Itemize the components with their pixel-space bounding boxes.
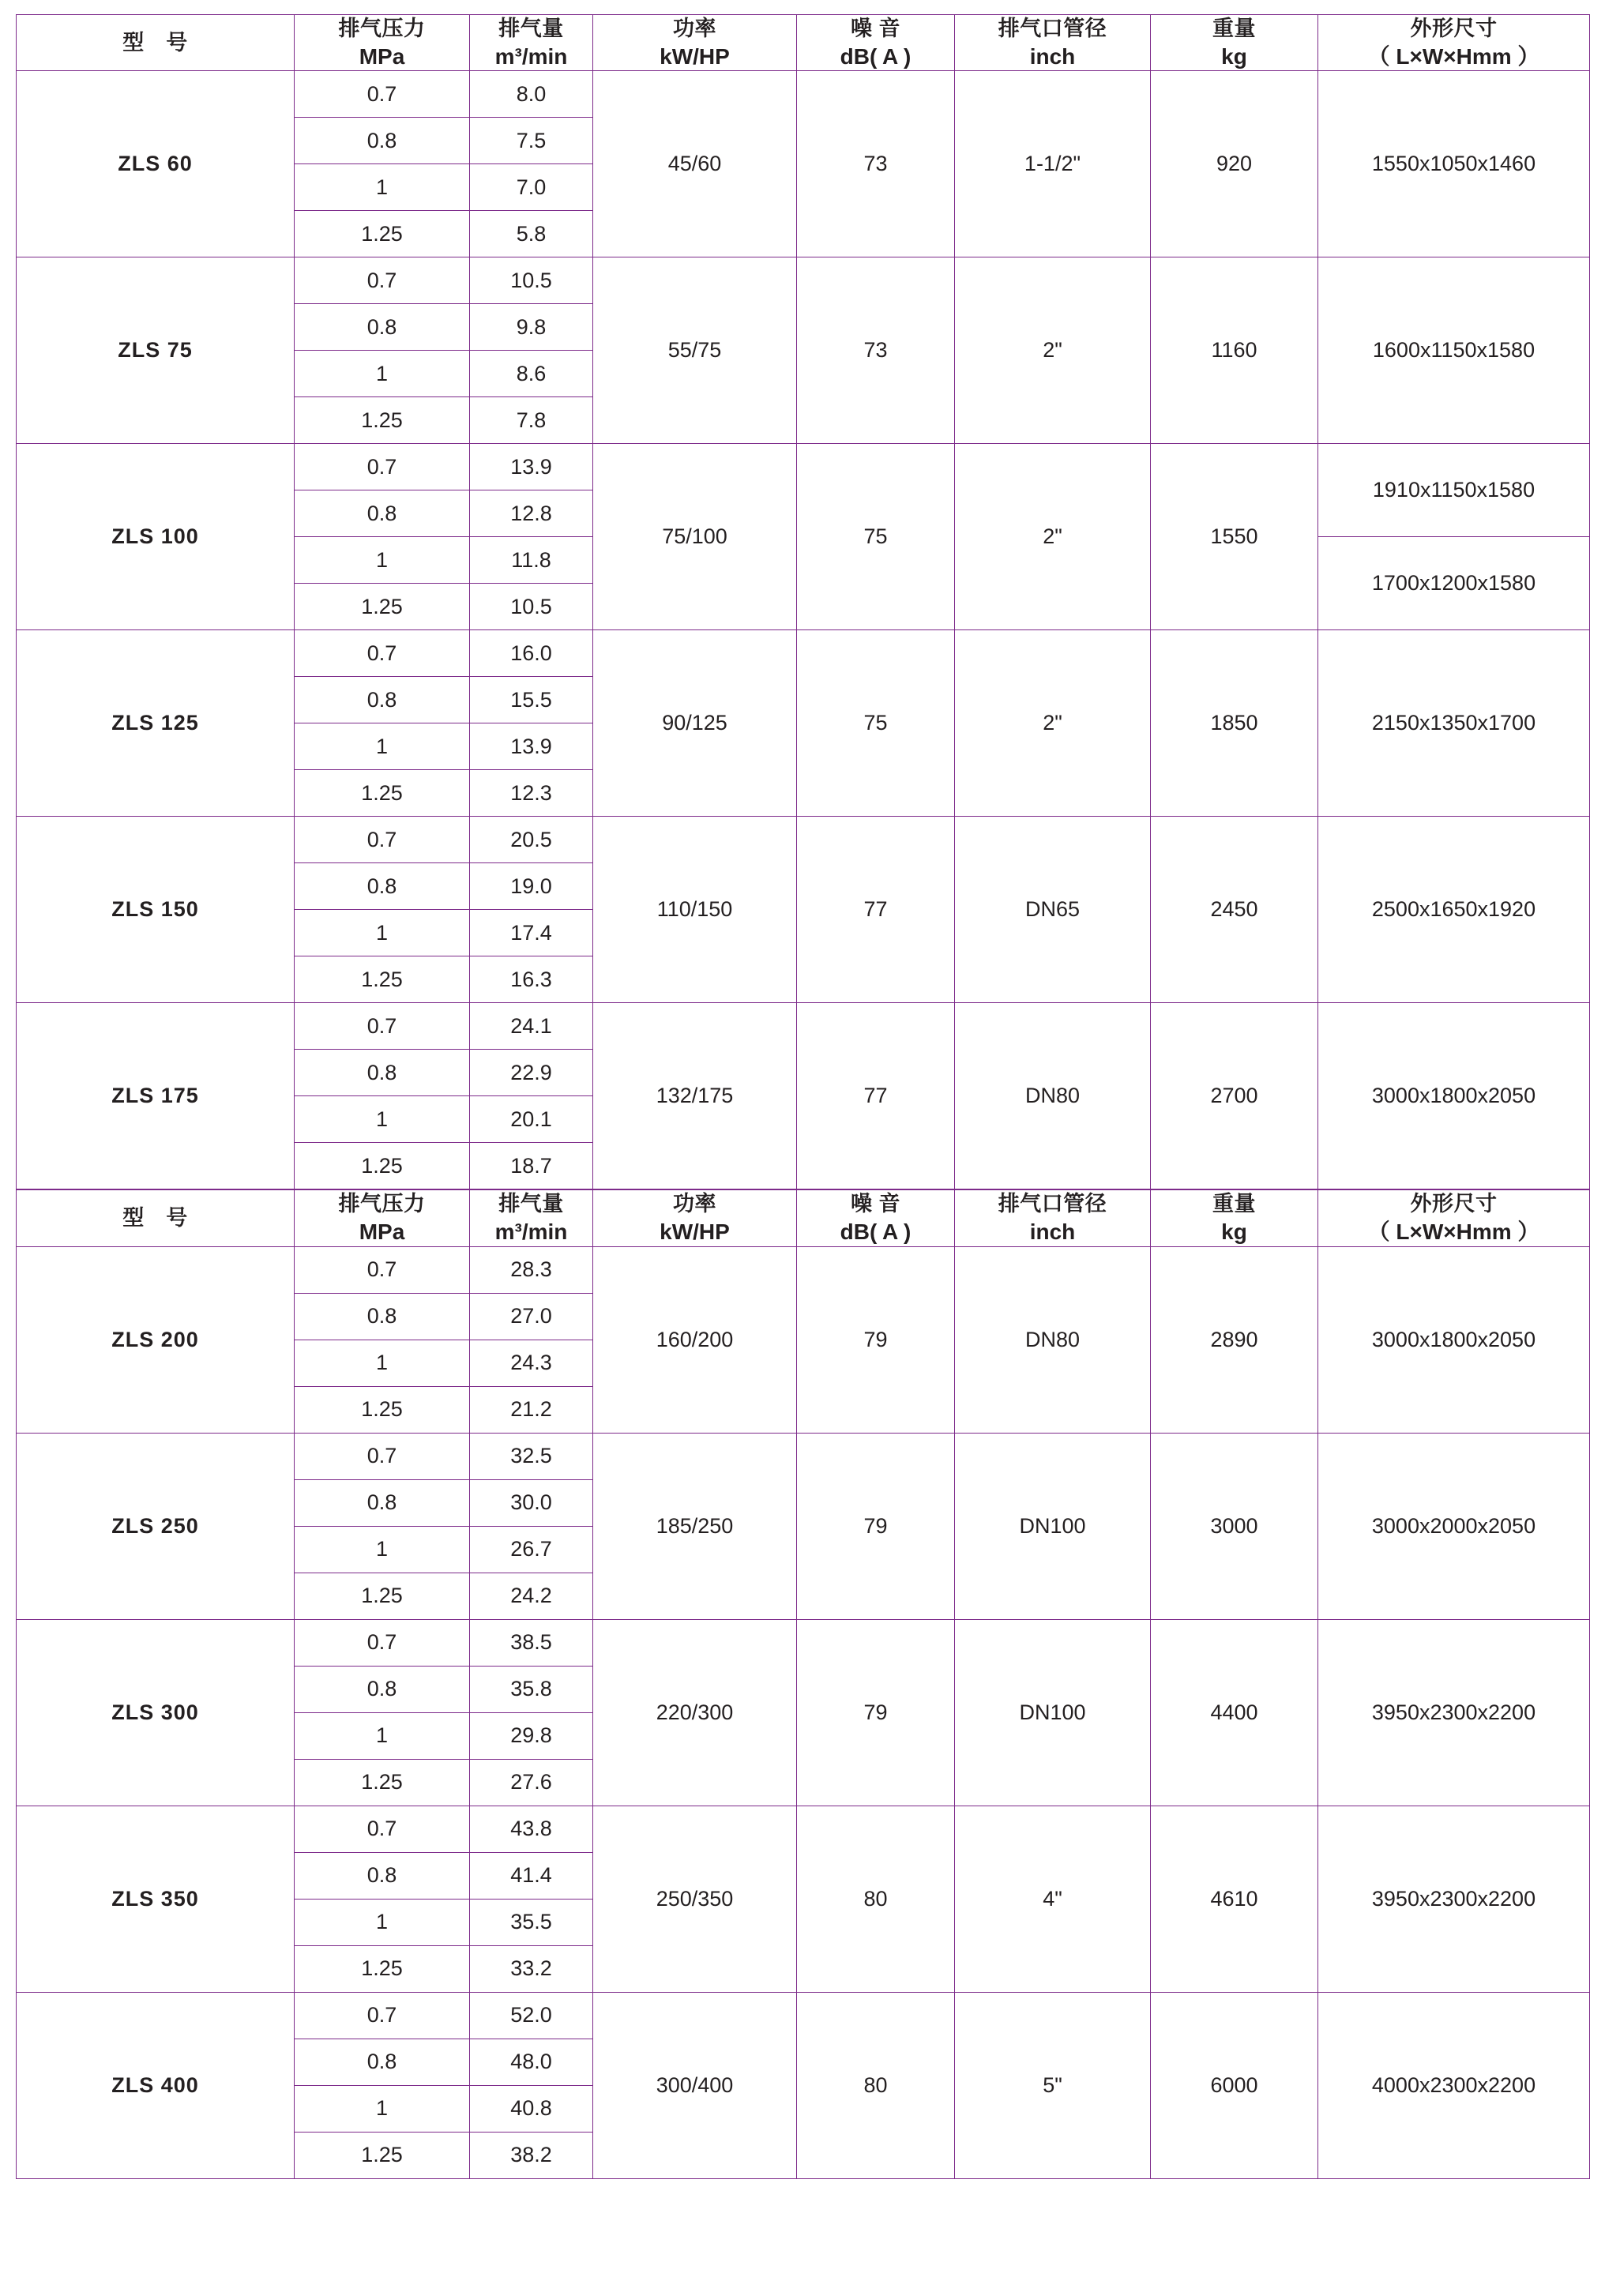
column-header-main: 外形尺寸 xyxy=(1410,17,1498,40)
table-header-row xyxy=(17,15,1590,71)
flow-cell: 12.8 xyxy=(470,490,593,537)
column-header-sub: （ L×W×Hmm ） xyxy=(1367,1219,1540,1244)
model-cell: ZLS 400 xyxy=(17,1992,295,2178)
column-header-sub: MPa xyxy=(359,43,405,69)
flow-cell: 5.8 xyxy=(470,211,593,257)
pressure-cell: 0.7 xyxy=(295,257,470,304)
dimensions-cell: 1550x1050x1460 xyxy=(1318,71,1590,257)
port-diameter-cell: 1-1/2" xyxy=(955,71,1151,257)
port-diameter-cell: DN80 xyxy=(955,1246,1151,1433)
column-header-main: 型 号 xyxy=(122,30,188,54)
flow-cell: 33.2 xyxy=(470,1945,593,1992)
column-header-main: 排气量 xyxy=(498,1192,564,1216)
dimensions-cell: 3000x1800x2050 xyxy=(1318,1003,1590,1189)
dimensions-cell: 3000x2000x2050 xyxy=(1318,1433,1590,1619)
column-header xyxy=(593,15,797,71)
table-row xyxy=(17,71,1590,118)
flow-cell: 52.0 xyxy=(470,1992,593,2039)
column-header-sub: kg xyxy=(1221,43,1247,69)
flow-cell: 22.9 xyxy=(470,1050,593,1096)
power-cell: 160/200 xyxy=(593,1246,797,1433)
pressure-cell: 0.8 xyxy=(295,1479,470,1526)
column-header xyxy=(17,15,295,71)
spec-table xyxy=(16,1189,1590,2178)
pressure-cell: 0.7 xyxy=(295,1806,470,1852)
noise-cell: 73 xyxy=(797,257,955,444)
port-diameter-cell: 5" xyxy=(955,1992,1151,2178)
column-header xyxy=(470,15,593,71)
noise-cell: 73 xyxy=(797,71,955,257)
flow-cell: 26.7 xyxy=(470,1526,593,1573)
dimensions-cell: 2500x1650x1920 xyxy=(1318,817,1590,1003)
pressure-cell: 1 xyxy=(295,723,470,770)
pressure-cell: 1.25 xyxy=(295,211,470,257)
dimensions-cell: 3950x2300x2200 xyxy=(1318,1806,1590,1992)
column-header xyxy=(1151,1190,1318,1246)
flow-cell: 7.0 xyxy=(470,164,593,211)
port-diameter-cell: 2" xyxy=(955,630,1151,817)
column-header-sub: dB( A ) xyxy=(840,43,912,69)
weight-cell: 1160 xyxy=(1151,257,1318,444)
flow-cell: 27.0 xyxy=(470,1293,593,1340)
flow-cell: 35.5 xyxy=(470,1899,593,1945)
column-header-main: 排气量 xyxy=(498,17,564,40)
dimensions-cell: 1910x1150x1580 xyxy=(1318,444,1590,537)
column-header xyxy=(295,1190,470,1246)
flow-cell: 15.5 xyxy=(470,677,593,723)
model-cell: ZLS 150 xyxy=(17,817,295,1003)
flow-cell: 29.8 xyxy=(470,1712,593,1759)
pressure-cell: 0.8 xyxy=(295,490,470,537)
column-header xyxy=(1318,1190,1590,1246)
flow-cell: 10.5 xyxy=(470,257,593,304)
flow-cell: 8.6 xyxy=(470,351,593,397)
column-header-main: 重量 xyxy=(1212,17,1256,40)
noise-cell: 75 xyxy=(797,630,955,817)
flow-cell: 32.5 xyxy=(470,1433,593,1479)
model-cell: ZLS 100 xyxy=(17,444,295,630)
column-header xyxy=(797,1190,955,1246)
flow-cell: 24.3 xyxy=(470,1340,593,1386)
flow-cell: 35.8 xyxy=(470,1666,593,1712)
spec-table xyxy=(16,14,1590,1189)
pressure-cell: 1.25 xyxy=(295,397,470,444)
flow-cell: 17.4 xyxy=(470,910,593,956)
pressure-cell: 1 xyxy=(295,910,470,956)
pressure-cell: 1.25 xyxy=(295,1945,470,1992)
pressure-cell: 0.7 xyxy=(295,1246,470,1293)
port-diameter-cell: 2" xyxy=(955,444,1151,630)
column-header-sub: dB( A ) xyxy=(840,1219,912,1244)
table-row xyxy=(17,257,1590,304)
pressure-cell: 0.8 xyxy=(295,1666,470,1712)
power-cell: 185/250 xyxy=(593,1433,797,1619)
column-header xyxy=(295,15,470,71)
flow-cell: 20.5 xyxy=(470,817,593,863)
power-cell: 55/75 xyxy=(593,257,797,444)
dimensions-cell: 1700x1200x1580 xyxy=(1318,537,1590,630)
column-header xyxy=(17,1190,295,1246)
pressure-cell: 1 xyxy=(295,351,470,397)
flow-cell: 41.4 xyxy=(470,1852,593,1899)
weight-cell: 1850 xyxy=(1151,630,1318,817)
column-header-sub: m³/min xyxy=(494,1219,568,1244)
flow-cell: 38.2 xyxy=(470,2132,593,2178)
pressure-cell: 1.25 xyxy=(295,1759,470,1806)
pressure-cell: 1 xyxy=(295,1096,470,1143)
weight-cell: 920 xyxy=(1151,71,1318,257)
column-header-main: 噪 音 xyxy=(850,17,900,40)
pressure-cell: 0.8 xyxy=(295,2039,470,2085)
flow-cell: 19.0 xyxy=(470,863,593,910)
column-header xyxy=(470,1190,593,1246)
flow-cell: 9.8 xyxy=(470,304,593,351)
flow-cell: 24.2 xyxy=(470,1573,593,1619)
power-cell: 45/60 xyxy=(593,71,797,257)
power-cell: 220/300 xyxy=(593,1619,797,1806)
flow-cell: 16.3 xyxy=(470,956,593,1003)
model-cell: ZLS 300 xyxy=(17,1619,295,1806)
column-header-sub: MPa xyxy=(359,1219,405,1244)
pressure-cell: 0.7 xyxy=(295,1003,470,1050)
port-diameter-cell: 2" xyxy=(955,257,1151,444)
column-header-main: 排气压力 xyxy=(338,1192,426,1216)
port-diameter-cell: DN65 xyxy=(955,817,1151,1003)
pressure-cell: 1.25 xyxy=(295,1386,470,1433)
flow-cell: 12.3 xyxy=(470,770,593,817)
port-diameter-cell: DN80 xyxy=(955,1003,1151,1189)
pressure-cell: 1 xyxy=(295,537,470,584)
pressure-cell: 0.7 xyxy=(295,817,470,863)
table-row xyxy=(17,817,1590,863)
column-header-sub: m³/min xyxy=(494,43,568,69)
port-diameter-cell: 4" xyxy=(955,1806,1151,1992)
weight-cell: 6000 xyxy=(1151,1992,1318,2178)
noise-cell: 79 xyxy=(797,1619,955,1806)
table-header-row xyxy=(17,1190,1590,1246)
power-cell: 300/400 xyxy=(593,1992,797,2178)
pressure-cell: 0.7 xyxy=(295,1619,470,1666)
power-cell: 110/150 xyxy=(593,817,797,1003)
column-header-sub: inch xyxy=(1029,1219,1076,1244)
weight-cell: 4400 xyxy=(1151,1619,1318,1806)
column-header-main: 排气压力 xyxy=(338,17,426,40)
noise-cell: 77 xyxy=(797,817,955,1003)
column-header-main: 外形尺寸 xyxy=(1410,1192,1498,1216)
column-header-sub: （ L×W×Hmm ） xyxy=(1367,43,1540,69)
table-row xyxy=(17,1003,1590,1050)
model-cell: ZLS 125 xyxy=(17,630,295,817)
pressure-cell: 0.7 xyxy=(295,71,470,118)
flow-cell: 13.9 xyxy=(470,723,593,770)
flow-cell: 28.3 xyxy=(470,1246,593,1293)
column-header xyxy=(955,1190,1151,1246)
dimensions-cell: 1600x1150x1580 xyxy=(1318,257,1590,444)
noise-cell: 80 xyxy=(797,1806,955,1992)
column-header xyxy=(797,15,955,71)
column-header xyxy=(593,1190,797,1246)
flow-cell: 40.8 xyxy=(470,2085,593,2132)
pressure-cell: 0.8 xyxy=(295,304,470,351)
port-diameter-cell: DN100 xyxy=(955,1619,1151,1806)
pressure-cell: 0.7 xyxy=(295,444,470,490)
pressure-cell: 1.25 xyxy=(295,584,470,630)
flow-cell: 11.8 xyxy=(470,537,593,584)
pressure-cell: 1 xyxy=(295,164,470,211)
flow-cell: 16.0 xyxy=(470,630,593,677)
dimensions-cell: 3950x2300x2200 xyxy=(1318,1619,1590,1806)
flow-cell: 27.6 xyxy=(470,1759,593,1806)
noise-cell: 77 xyxy=(797,1003,955,1189)
column-header-main: 型 号 xyxy=(122,1206,188,1231)
spec-tables-container xyxy=(16,14,1589,2179)
pressure-cell: 1.25 xyxy=(295,1573,470,1619)
pressure-cell: 1.25 xyxy=(295,1143,470,1189)
pressure-cell: 0.8 xyxy=(295,1293,470,1340)
pressure-cell: 0.7 xyxy=(295,1992,470,2039)
column-header-main: 排气口管径 xyxy=(998,17,1107,40)
flow-cell: 21.2 xyxy=(470,1386,593,1433)
pressure-cell: 1.25 xyxy=(295,956,470,1003)
noise-cell: 79 xyxy=(797,1433,955,1619)
column-header-sub: inch xyxy=(1029,43,1076,69)
flow-cell: 7.5 xyxy=(470,118,593,164)
flow-cell: 48.0 xyxy=(470,2039,593,2085)
noise-cell: 75 xyxy=(797,444,955,630)
column-header-main: 噪 音 xyxy=(850,1192,900,1216)
flow-cell: 13.9 xyxy=(470,444,593,490)
model-cell: ZLS 175 xyxy=(17,1003,295,1189)
pressure-cell: 1 xyxy=(295,1340,470,1386)
pressure-cell: 1.25 xyxy=(295,770,470,817)
weight-cell: 4610 xyxy=(1151,1806,1318,1992)
pressure-cell: 1.25 xyxy=(295,2132,470,2178)
flow-cell: 24.1 xyxy=(470,1003,593,1050)
pressure-cell: 0.8 xyxy=(295,1050,470,1096)
flow-cell: 30.0 xyxy=(470,1479,593,1526)
table-row xyxy=(17,1992,1590,2039)
table-row xyxy=(17,1246,1590,1293)
flow-cell: 10.5 xyxy=(470,584,593,630)
pressure-cell: 0.8 xyxy=(295,677,470,723)
flow-cell: 38.5 xyxy=(470,1619,593,1666)
column-header-main: 功率 xyxy=(673,17,716,40)
pressure-cell: 0.7 xyxy=(295,1433,470,1479)
pressure-cell: 1 xyxy=(295,1899,470,1945)
model-cell: ZLS 75 xyxy=(17,257,295,444)
dimensions-cell: 2150x1350x1700 xyxy=(1318,630,1590,817)
pressure-cell: 1 xyxy=(295,1712,470,1759)
power-cell: 90/125 xyxy=(593,630,797,817)
flow-cell: 8.0 xyxy=(470,71,593,118)
flow-cell: 7.8 xyxy=(470,397,593,444)
column-header-main: 排气口管径 xyxy=(998,1192,1107,1216)
pressure-cell: 0.8 xyxy=(295,1852,470,1899)
flow-cell: 43.8 xyxy=(470,1806,593,1852)
pressure-cell: 0.7 xyxy=(295,630,470,677)
table-row xyxy=(17,1433,1590,1479)
port-diameter-cell: DN100 xyxy=(955,1433,1151,1619)
weight-cell: 1550 xyxy=(1151,444,1318,630)
flow-cell: 18.7 xyxy=(470,1143,593,1189)
noise-cell: 80 xyxy=(797,1992,955,2178)
column-header-sub: kW/HP xyxy=(660,1219,730,1244)
pressure-cell: 0.8 xyxy=(295,863,470,910)
column-header xyxy=(955,15,1151,71)
power-cell: 250/350 xyxy=(593,1806,797,1992)
pressure-cell: 0.8 xyxy=(295,118,470,164)
noise-cell: 79 xyxy=(797,1246,955,1433)
model-cell: ZLS 200 xyxy=(17,1246,295,1433)
column-header xyxy=(1318,15,1590,71)
dimensions-cell: 3000x1800x2050 xyxy=(1318,1246,1590,1433)
weight-cell: 2890 xyxy=(1151,1246,1318,1433)
column-header-main: 功率 xyxy=(673,1192,716,1216)
model-cell: ZLS 60 xyxy=(17,71,295,257)
column-header-sub: kg xyxy=(1221,1219,1247,1244)
table-row xyxy=(17,1619,1590,1666)
flow-cell: 20.1 xyxy=(470,1096,593,1143)
power-cell: 75/100 xyxy=(593,444,797,630)
pressure-cell: 1 xyxy=(295,2085,470,2132)
column-header xyxy=(1151,15,1318,71)
table-row xyxy=(17,630,1590,677)
weight-cell: 2450 xyxy=(1151,817,1318,1003)
column-header-main: 重量 xyxy=(1212,1192,1256,1216)
model-cell: ZLS 350 xyxy=(17,1806,295,1992)
table-row xyxy=(17,444,1590,490)
power-cell: 132/175 xyxy=(593,1003,797,1189)
table-row xyxy=(17,1806,1590,1852)
weight-cell: 3000 xyxy=(1151,1433,1318,1619)
weight-cell: 2700 xyxy=(1151,1003,1318,1189)
pressure-cell: 1 xyxy=(295,1526,470,1573)
model-cell: ZLS 250 xyxy=(17,1433,295,1619)
column-header-sub: kW/HP xyxy=(660,43,730,69)
dimensions-cell: 4000x2300x2200 xyxy=(1318,1992,1590,2178)
